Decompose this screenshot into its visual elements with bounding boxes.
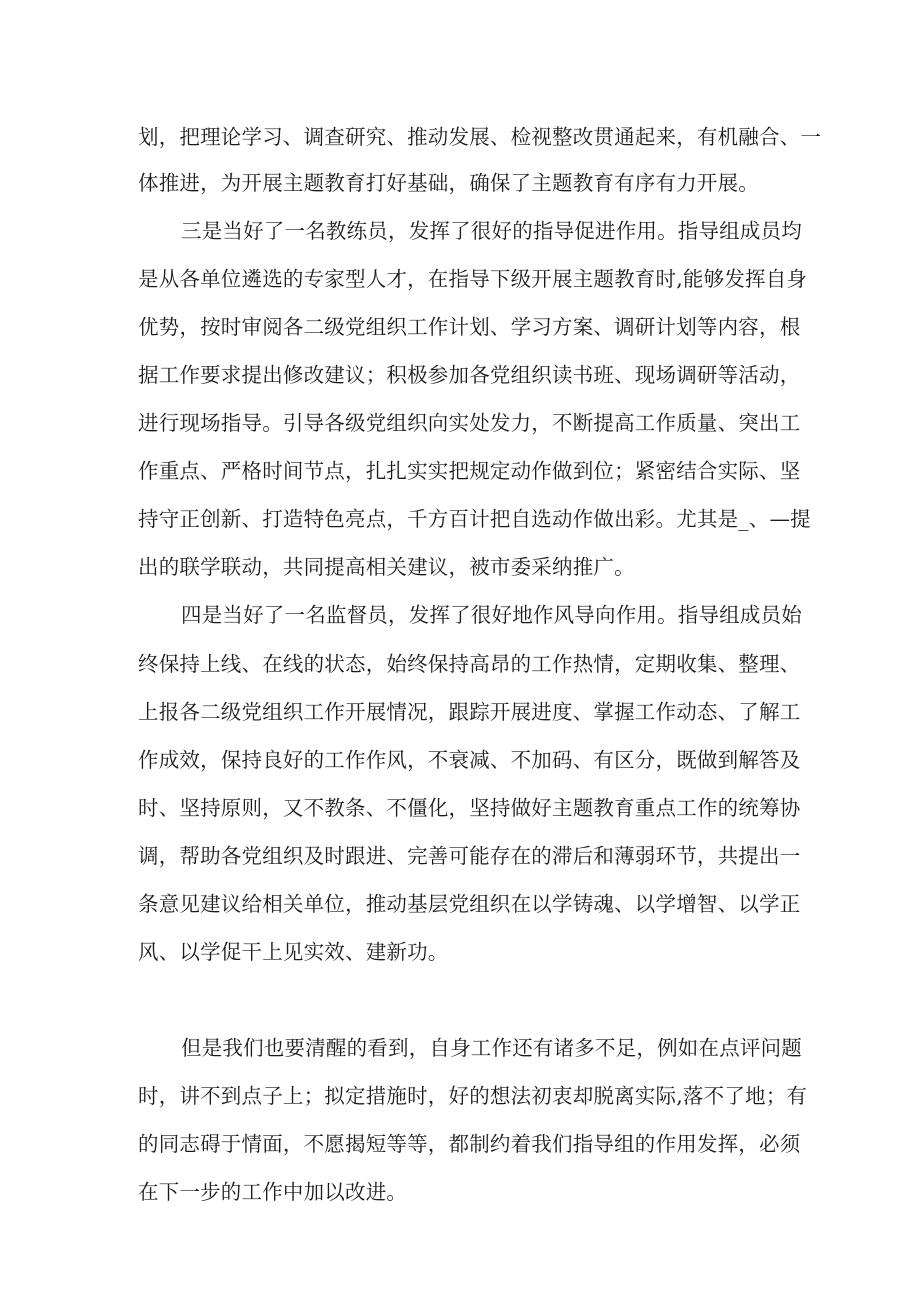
text-line: 持守正创新、打造特色亮点，千方百计把自选动作做出彩。尤其是_、—提 [138,507,811,531]
text-line: 三是当好了一名教练员，发挥了很好的指导促进作用。指导组成员均 [181,219,802,243]
text-line: 时，讲不到点子上；拟定措施时，好的想法初衷却脱离实际,落不了地；有 [138,1084,808,1108]
text-line: 四是当好了一名监督员，发挥了很好地作风导向作用。指导组成员始 [181,603,802,627]
text-line: 在下一步的工作中加以改进。 [138,1180,408,1204]
text-line: 是从各单位遴选的专家型人才，在指导下级开展主题教育时,能够发挥自身 [138,267,808,291]
text-line: 的同志碍于情面，不愿揭短等等，都制约着我们指导组的作用发挥，必须 [138,1132,801,1156]
text-line: 风、以学促干上见实效、建新功。 [138,940,449,964]
text-line: 终保持上线、在线的状态，始终保持高昂的工作热情，定期收集、整理、 [138,652,801,676]
text-line: 出的联学联动，共同提高相关建议，被市委采纳推广。 [138,555,635,579]
text-line: 条意见建议给相关单位，推动基层党组织在以学铸魂、以学增智、以学正 [138,892,801,916]
text-line: 上报各二级党组织工作开展情况，跟踪开展进度、掌握工作动态、了解工 [138,700,801,724]
text-line: 进行现场指导。引导各级党组织向实处发力，不断提高工作质量、突出工 [138,411,801,435]
text-line: 作成效，保持良好的工作作风，不衰减、不加码、有区分，既做到解答及 [138,748,801,772]
text-line: 据工作要求提出修改建议；积极参加各党组织读书班、现场调研等活动， [138,363,801,387]
text-line: 划，把理论学习、调查研究、推动发展、检视整改贯通起来，有机融合、一 [138,125,822,149]
text-line: 体推进，为开展主题教育打好基础，确保了主题教育有序有力开展。 [138,171,759,195]
text-line: 时、坚持原则，又不教条、不僵化，坚持做好主题教育重点工作的统筹协 [138,796,801,820]
text-line: 作重点、严格时间节点，扎扎实实把规定动作做到位；紧密结合实际、坚 [138,459,801,483]
text-line: 调，帮助各党组织及时跟进、完善可能存在的滞后和薄弱环节，共提出一 [138,844,801,868]
text-line: 但是我们也要清醒的看到，自身工作还有诸多不足，例如在点评问题 [181,1036,802,1060]
text-line: 优势，按时审阅各二级党组织工作计划、学习方案、调研计划等内容，根 [138,315,801,339]
